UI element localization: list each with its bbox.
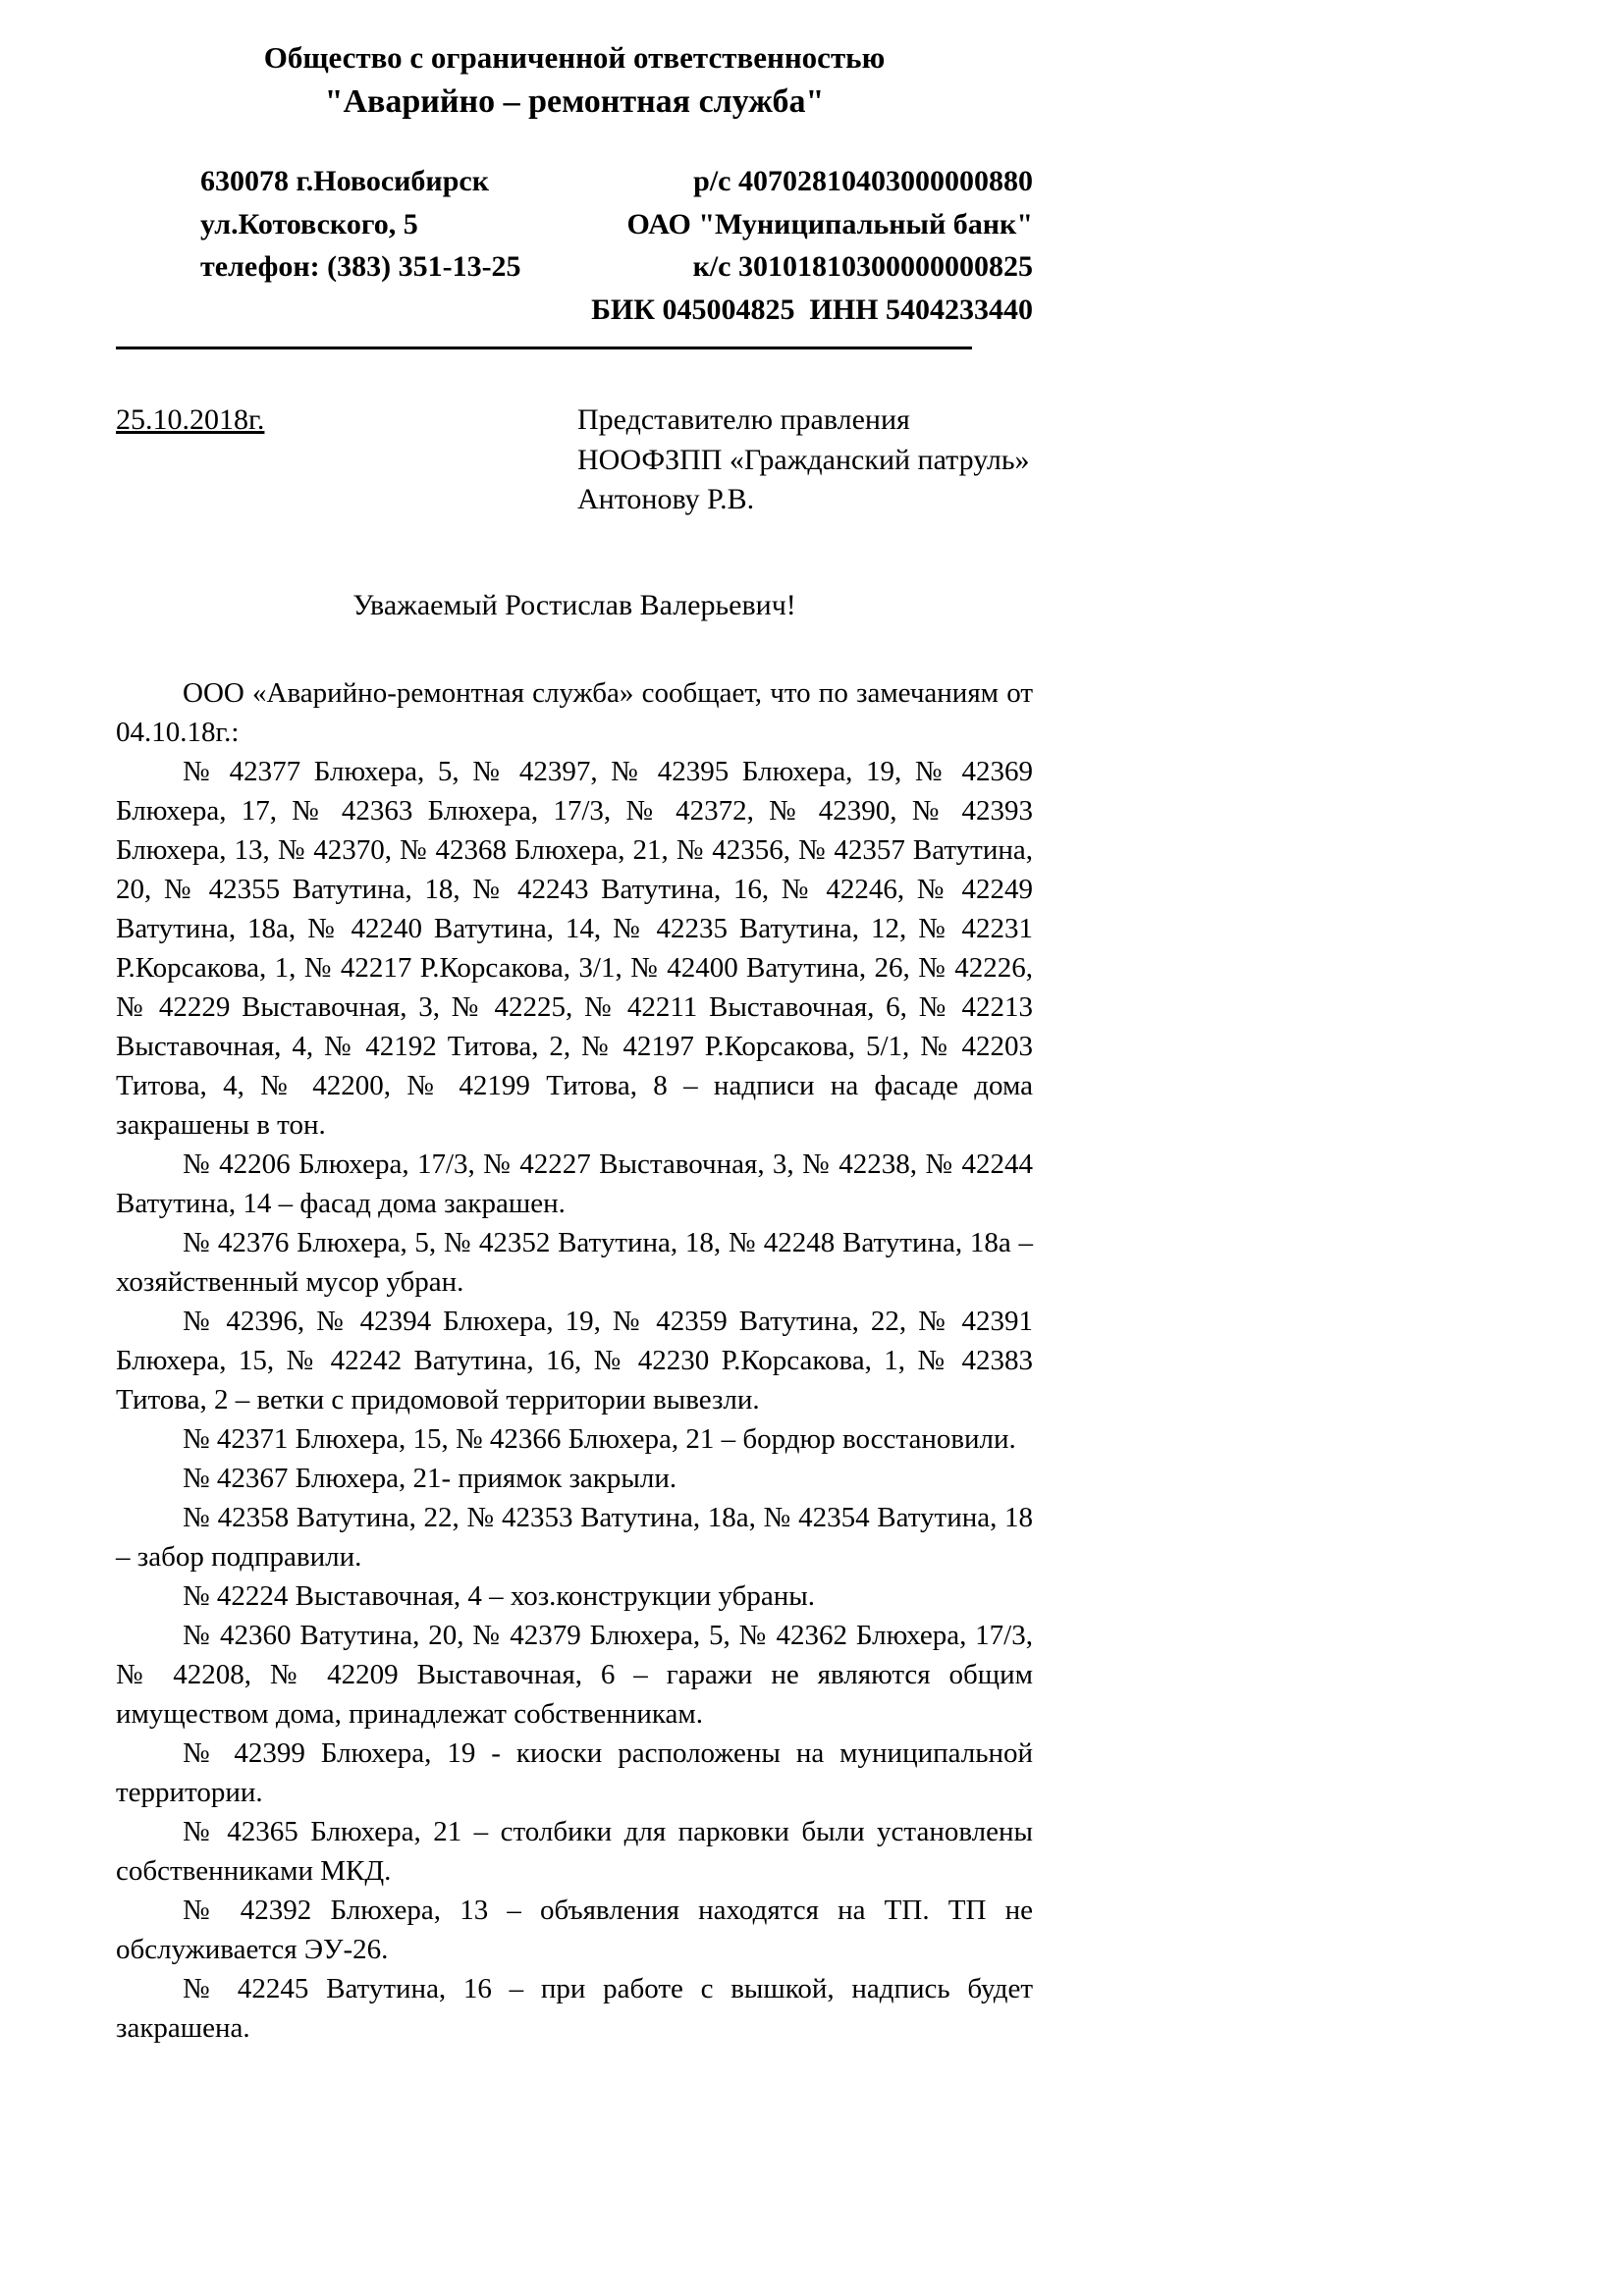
paragraph: № 42376 Блюхера, 5, № 42352 Ватутина, 18, № 42248 Ватутина, 18а – хозяйственный мусор убран. <box>116 1226 1033 1298</box>
paragraph: № 42365 Блюхера, 21 – столбики для парковки были установлены собственниками МКД. <box>116 1816 1033 1888</box>
recipient-line: НООФЗПП «Гражданский патруль» <box>577 443 1030 476</box>
paragraph: № 42358 Ватутина, 22, № 42353 Ватутина, 18а, № 42354 Ватутина, 18 – забор подправили. <box>116 1502 1033 1574</box>
recipient-block <box>577 400 1030 520</box>
paragraph: № 42399 Блюхера, 19 - киоски расположены на муниципальной территории. <box>116 1737 1033 1809</box>
bank-line: р/с 40702810403000000880 <box>693 165 1033 198</box>
paragraph: № 42371 Блюхера, 15, № 42366 Блюхера, 21 – бордюр восстановили. <box>183 1423 1016 1456</box>
bank-line: БИК 045004825 ИНН 5404233440 <box>591 293 1033 326</box>
letterhead-divider-rule <box>116 347 972 349</box>
letter-date: 25.10.2018г. <box>116 403 265 437</box>
recipient-line: Представителю правления <box>577 403 910 437</box>
paragraph: № 42392 Блюхера, 13 – объявления находятся на ТП. ТП не обслуживается ЭУ-26. <box>116 1895 1033 1966</box>
paragraph: № 42245 Ватутина, 16 – при работе с вышкой, надпись будет закрашена. <box>116 1973 1033 2045</box>
recipient-line: Антонову Р.В. <box>577 483 755 516</box>
letterhead-address <box>116 160 521 331</box>
bank-line: ОАО "Муниципальный банк" <box>626 207 1033 240</box>
paragraph: № 42206 Блюхера, 17/3, № 42227 Выставочная, 3, № 42238, № 42244 Ватутина, 14 – фасад дома закрашен. <box>116 1148 1033 1219</box>
org-name-line: "Аварийно – ремонтная служба" <box>324 82 825 120</box>
paragraph: № 42367 Блюхера, 21- приямок закрыли. <box>183 1463 677 1495</box>
salutation: Уважаемый Ростислав Валерьевич! <box>352 588 796 621</box>
letter-body <box>116 673 1033 2049</box>
paragraph: № 42377 Блюхера, 5, № 42397, № 42395 Блюхера, 19, № 42369 Блюхера, 17, № 42363 Блюхера, 17/3, № 42372, № 42390, № 42393 Блюхера, 13, № 42370, № 42368 Блюхера, 21, № 42356, № 42357 Ватутина, 20, № 42355 Ватутина, 18, № 42243 Ватутина, 16, № 42246, № 42249 Ватутина, 18а, № 42240 Ватутина, 14, № 42235 Ватутина, 12, № 42231 Р.Корсакова, 1, № 42217 Р.Корсакова, 3/1, № 42400 Ватутина, 26, № 42226, № 42229 Выставочная, 3, № 42225, № 42211 Выставочная, 6, № 42213 Выставочная, 4, № 42192 Титова, 2, № 42197 Р.Корсакова, 5/1, № 42203 Титова, 4, № 42200, № 42199 Титова, 8 – надписи на фасаде дома закрашены в тон. <box>116 755 1033 1141</box>
org-type-line: Общество с ограниченной ответственностью <box>263 40 886 75</box>
letterhead-bank-details <box>591 160 1033 331</box>
date-recipient-row <box>116 400 1033 520</box>
letterhead-contact-row <box>116 160 1033 331</box>
address-line: телефон: (383) 351-13-25 <box>200 250 521 284</box>
paragraph: № 42360 Ватутина, 20, № 42379 Блюхера, 5, № 42362 Блюхера, 17/3, № 42208, № 42209 Выставочная, 6 – гаражи не являются общим имуществом дома, принадлежат собственникам. <box>116 1620 1033 1731</box>
bank-line: к/с 30101810300000000825 <box>692 250 1033 284</box>
paragraph: ООО «Аварийно-ремонтная служба» сообщает, что по замечаниям от 04.10.18г.: <box>116 676 1033 748</box>
paragraph: № 42396, № 42394 Блюхера, 19, № 42359 Ватутина, 22, № 42391 Блюхера, 15, № 42242 Ватутина, 16, № 42230 Р.Корсакова, 1, № 42383 Титова, 2 – ветки с придомовой территории вывезли. <box>116 1306 1033 1416</box>
letter-content <box>116 39 1033 2048</box>
paragraph: № 42224 Выставочная, 4 – хоз.конструкции убраны. <box>183 1580 815 1613</box>
address-line: ул.Котовского, 5 <box>200 207 418 240</box>
address-line: 630078 г.Новосибирск <box>200 165 489 198</box>
